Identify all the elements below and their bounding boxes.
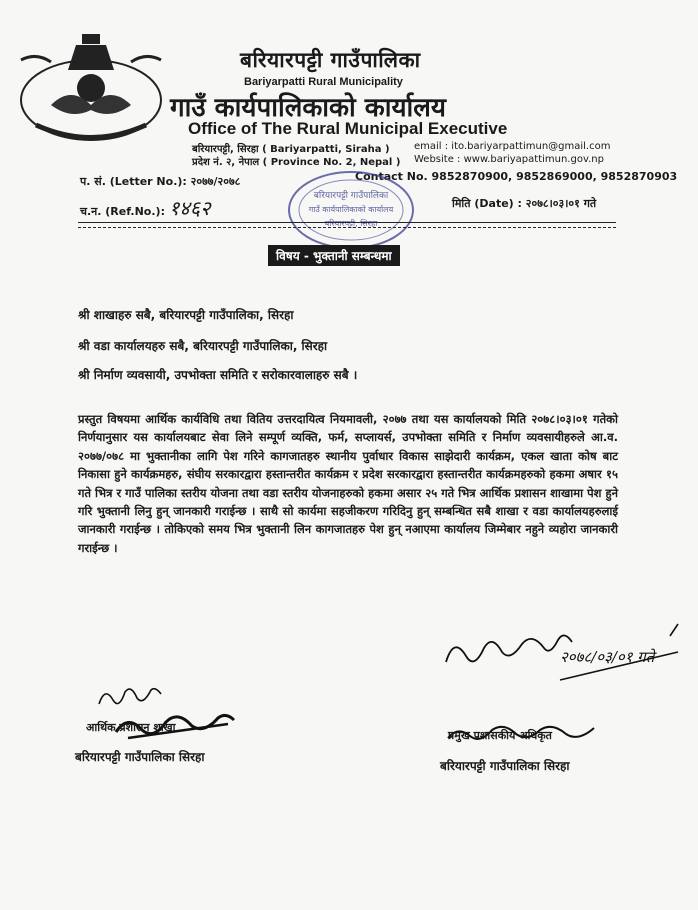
- municipality-name-en: Bariyarpatti Rural Municipality: [244, 76, 403, 88]
- header-divider-dashed: [78, 227, 616, 228]
- letter-number: प. सं. (Letter No.): २०७७/२०७८: [80, 175, 241, 188]
- right-signatory-title: प्रमुख प्रशासकीय अधिकृत: [448, 729, 552, 742]
- recipient-line-1: श्री शाखाहरु सबै, बरियारपट्टी गाउँपालिका, सिरहा: [78, 308, 294, 322]
- office-stamp: [285, 168, 417, 252]
- office-name-np: गाउँ कार्यपालिकाको कार्यालय: [170, 93, 446, 123]
- right-signature-date: २०७८/०३/०१ गते: [560, 648, 655, 666]
- address-line-2: प्रदेश नं. २, नेपाल ( Province No. 2, Nepal ): [192, 157, 401, 168]
- stamp-line-1: बरियारपट्टी गाउँपालिका: [313, 191, 389, 201]
- left-signatory-office: बरियारपट्टी गाउँपालिका सिरहा: [75, 750, 205, 764]
- contact-numbers: Contact No. 9852870900, 9852869000, 9852870903: [355, 170, 678, 183]
- reference-value: १४६२: [168, 196, 211, 220]
- right-signatory-office: बरियारपट्टी गाउँपालिका सिरहा: [440, 759, 570, 773]
- subject-banner: विषय - भुक्तानी सम्बन्धमा: [268, 245, 400, 266]
- right-signature: [440, 616, 680, 696]
- reference-label: च.न. (Ref.No.):: [80, 205, 165, 218]
- office-website: Website : www.bariyapattimun.gov.np: [414, 154, 604, 165]
- letter-body: प्रस्तुत विषयमा आर्थिक कार्यविधि तथा वितिय उत्तरदायित्व नियमावली, २०७७ तथा यस कार्यालयको मिति २०७८।०३।०१ गतेको निर्णयानुसार यस कार्यालयबाट सेवा लिने सम्पूर्ण व्यक्ति, फर्म, सप्लायर्स, उपभोक्ता समिति र निर्माण व्यवसायीहरुले आ.व. २०७७/०७८ मा भुक्तानीका लागि पेश गरिने कागजातहरु स्थानीय पुर्वाधार विकास साझेदारी कार्यक्रम, एकल खाता कोष बाट निकासा हुने कार्यक्रमहरु, संघीय सरकारद्वारा हस्तान्तरीत कार्यक्रम र प्रदेश सरकारद्वारा हस्तान्तरीत कार्यक्रमहरुको हकमा अषार १५ गते भित्र र गाउँ पालिका स्तरीय योजना तथा वडा स्तरीय योजनाहरुको हकमा असार २५ गते भित्र आर्थिक प्रशासन शाखामा पेश हुने गरि भुक्तानी लिनु हुन् जानकारी गराईन्छ । साथै सो कार्यमा सहजीकरण गरिदिनु हुन् सम्बन्धित सबै शाखा र वडा कार्यालयहरुलाई जानकारी गराईन्छ । तोकिएको समय भित्र भुक्तानी लिन कागजातहरु पेश हुन् नआएमा कार्यालय जिम्मेबार नहुने व्यहोरा जानकारी गराईन्छ ।: [78, 412, 618, 555]
- recipient-line-2: श्री वडा कार्यालयहरु सबै, बरियारपट्टी गाउँपालिका, सिरहा: [78, 339, 328, 353]
- office-name-en: Office of The Rural Municipal Executive: [188, 119, 508, 138]
- office-email: email : ito.bariyarpattimun@gmail.com: [414, 141, 611, 152]
- stamp-line-2: गाउँ कार्यपालिकाको कार्यालय: [308, 205, 394, 214]
- header-divider: [78, 222, 616, 223]
- letter-date: मिति (Date) : २०७८।०३।०१ गते: [452, 197, 597, 210]
- municipality-name-np: बरियारपट्टी गाउँपालिका: [240, 48, 421, 72]
- stamp-line-3: बरियारपट्टी, सिरहा: [324, 219, 378, 228]
- left-signatory-title: आर्थिक प्रशासन शाखा: [86, 721, 176, 734]
- recipient-line-3: श्री निर्माण व्यवसायी, उपभोक्ता समिति र सरोकारवालाहरु सबै ।: [78, 368, 358, 382]
- address-line-1: बरियारपट्टी, सिरहा ( Bariyarpatti, Siraha ): [192, 144, 390, 155]
- nepal-emblem-icon: [16, 30, 166, 150]
- reference-number: [80, 194, 211, 221]
